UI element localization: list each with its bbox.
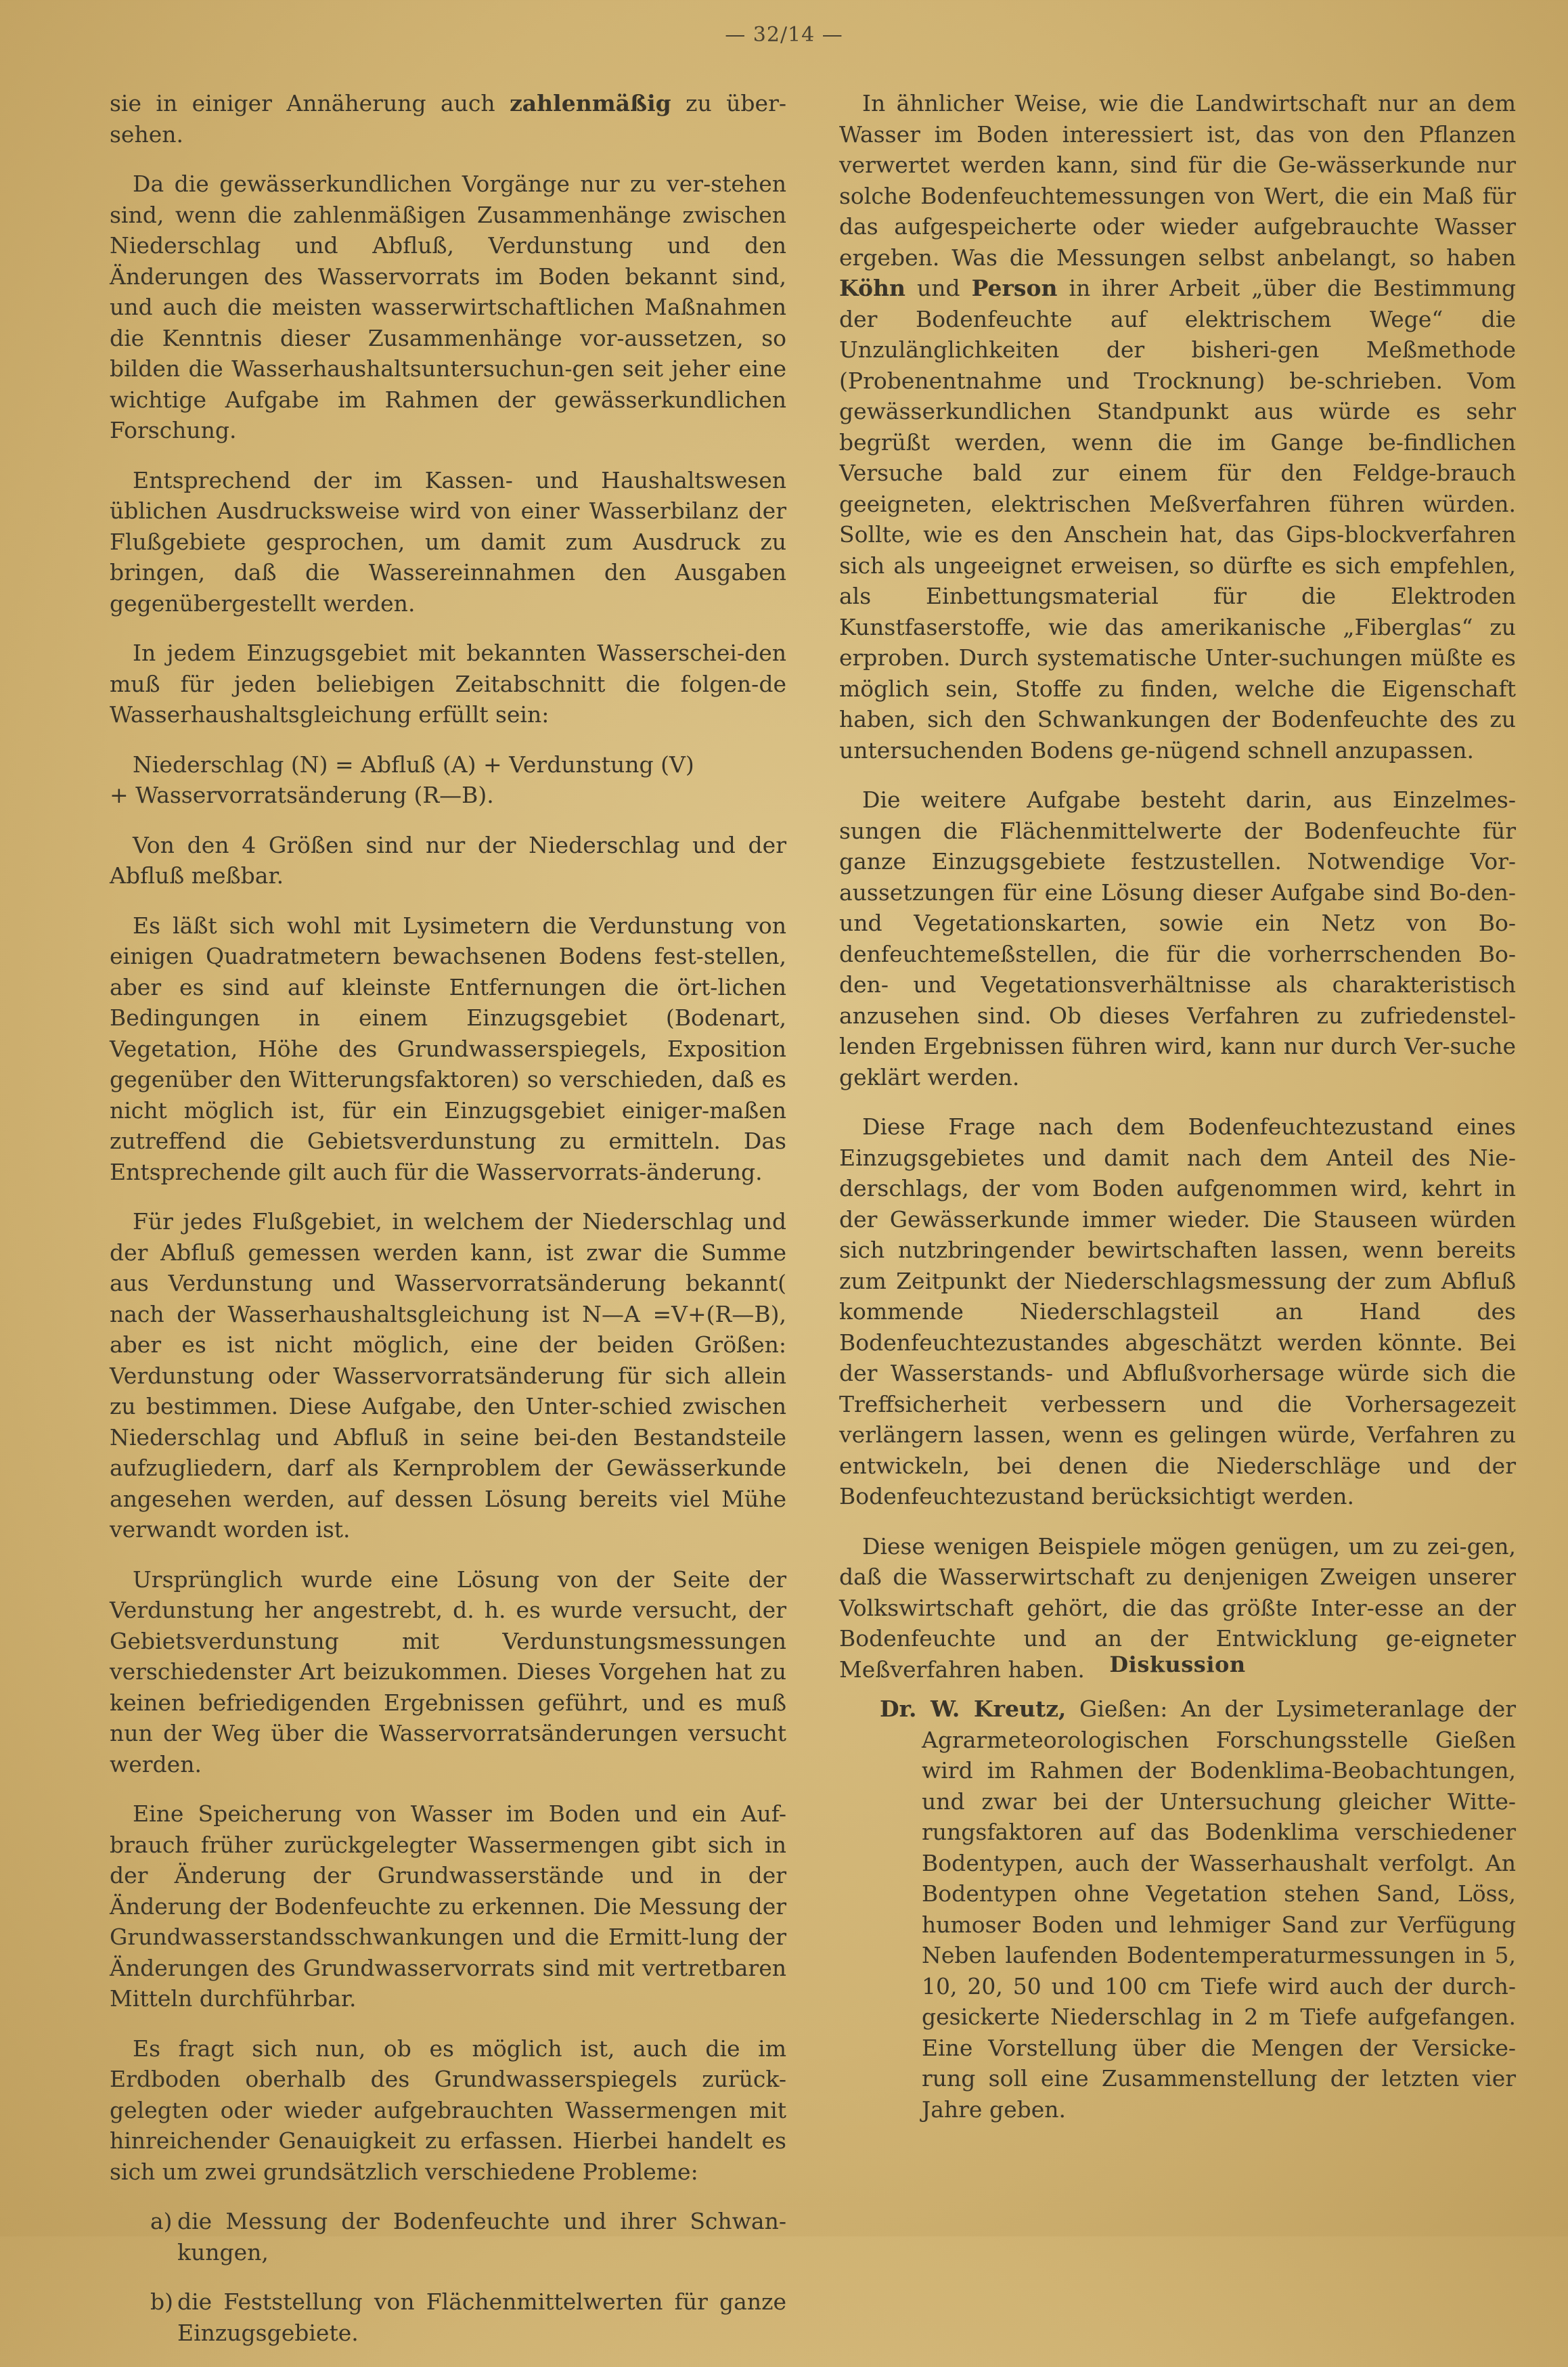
- paragraph: Eine Speicherung von Wasser im Boden und ein Auf-brauch früher zurückgelegter Wassermengen gibt sich in der Änderung der Grundwasserstände und in der Änderung der Bodenfeuchte zu erkennen. Die Messung der Grundwasserstandsschwankungen und die Ermitt-lung der Änderungen des Grundwasservorrats sind mit vertretbaren Mitteln durchführbar.: [110, 1800, 786, 2012]
- problem-list: [110, 2206, 786, 2348]
- paragraph: Diese Frage nach dem Bodenfeuchtezustand eines Einzugsgebietes und damit nach dem Anteil des Nie-derschlags, der vom Boden aufgenommen wird, kehrt in der Gewässerkunde immer wieder. Die Stauseen würden sich nutzbringender bewirtschaften lassen, wenn bereits zum Zeitpunkt der Niederschlagsmessung der zum Abfluß kommende Niederschlagsteil an Hand des Bodenfeuchtezustandes abgeschätzt werden könnte. Bei der Wasserstands- und Abflußvorhersage würde sich die Treffsicherheit verbessern und die Vorhersagezeit verlängern lassen, wenn es gelingen würde, Verfahren zu entwickeln, bei denen die Niederschläge und der Bodenfeuchtezustand berücksichtigt werden.: [839, 1113, 1516, 1509]
- paragraph: Von den 4 Größen sind nur der Niederschlag und der Abfluß meßbar.: [110, 831, 786, 889]
- paragraph: Es fragt sich nun, ob es möglich ist, auch die im Erdboden oberhalb des Grundwasserspiegels zurück-gelegten oder wieder aufgebrauchten Wassermengen mit hinreichender Genauigkeit zu erfassen. Hierbei handelt es sich um zwei grundsätzlich verschiedene Probleme:: [110, 2035, 786, 2185]
- left-column: [110, 88, 786, 2367]
- page-number: — 32/14 —: [725, 23, 843, 47]
- paragraph: Für jedes Flußgebiet, in welchem der Niederschlag und der Abfluß gemessen werden kann, ist zwar die Summe aus Verdunstung und Wasservorratsänderung bekannt( nach der Wasserhaushaltsgleichung ist N—A =V+(R—B), aber es ist nicht möglich, eine der beiden Größen: Verdunstung oder Wasservorratsänderung für sich allein zu bestimmen. Diese Aufgabe, den Unter-schied zwischen Niederschlag und Abfluß in seine bei-den Bestandsteile aufzugliedern, darf als Kernproblem der Gewässerkunde angesehen werden, auf dessen Lösung bereits viel Mühe verwandt worden ist.: [110, 1208, 786, 1543]
- author-name: Köhn: [839, 275, 905, 301]
- paragraph: sie in einiger Annäherung auch zahlenmäßig zu über-sehen.: [110, 90, 786, 148]
- emphasis: zahlenmäßig: [510, 90, 671, 116]
- paragraph: Diese wenigen Beispiele mögen genügen, um zu zei-gen, daß die Wasserwirtschaft zu denjenigen Zweigen unserer Volkswirtschaft gehört, die das größte Inter-esse an der Bodenfeuchte und an der Entwicklung ge-eigneter Meßverfahren haben.: [839, 1532, 1516, 1683]
- list-marker: b): [150, 2288, 173, 2315]
- paragraph: Entsprechend der im Kassen- und Haushaltswesen üblichen Ausdrucksweise wird von einer Wasserbilanz der Flußgebiete gesprochen, um damit zum Ausdruck zu bringen, daß die Wassereinnahmen den Ausgaben gegenübergestellt werden.: [110, 466, 786, 617]
- list-item: b) die Feststellung von Flächenmittelwerten für ganze Einzugsgebiete.: [110, 2286, 786, 2348]
- equation-line: + Wasservorratsänderung (R—B).: [110, 782, 494, 808]
- discussion-contribution: [880, 1694, 1516, 2125]
- author-name: Person: [971, 275, 1058, 301]
- paragraph: In jedem Einzugsgebiet mit bekannten Wasserschei-den muß für jeden beliebigen Zeitabschnitt die folgen-de Wasserhaushaltsgleichung erfüllt sein:: [110, 640, 786, 728]
- discussion-heading: Diskussion: [1109, 1652, 1246, 1677]
- paragraph: Da die gewässerkundlichen Vorgänge nur zu ver-stehen sind, wenn die zahlenmäßigen Zusammenhänge zwischen Niederschlag und Abfluß, Verdunstung und den Änderungen des Wasservorrats im Boden bekannt sind, und auch die meisten wasserwirtschaftlichen Maßnahmen die Kenntnis dieser Zusammenhänge vor-aussetzen, so bilden die Wasserhaushaltsuntersuchun-gen seit jeher eine wichtige Aufgabe im Rahmen der gewässerkundlichen Forschung.: [110, 171, 786, 443]
- paragraph: Dr. W. Kreutz, Gießen: An der Lysimeteranlage der Agrarmeteorologischen Forschungsstelle Gießen wird im Rahmen der Bodenklima-Beobachtungen, und zwar bei der Untersuchung gleicher Witte-rungsfaktoren auf das Bodenklima verschiedener Bodentypen, auch der Wasserhaushalt verfolgt. An Bodentypen ohne Vegetation stehen Sand, Löss, humoser Boden und lehmiger Sand zur Verfügung Neben laufenden Bodentemperaturmessungen in 5, 10, 20, 50 und 100 cm Tiefe wird auch der durch-gesickerte Niederschlag in 2 m Tiefe aufgefangen. Eine Vorstellung über die Mengen der Versicke-rung soll eine Zusammenstellung der letzten vier Jahre geben.: [880, 1696, 1516, 2123]
- water-balance-equation: [110, 749, 786, 811]
- paragraph: Ursprünglich wurde eine Lösung von der Seite der Verdunstung her angestrebt, d. h. es wurde versucht, der Gebietsverdunstung mit Verdunstungsmessungen verschiedenster Art beizukommen. Dieses Vorgehen hat zu keinen befriedigenden Ergebnissen geführt, und es muß nun der Weg über die Wasservorratsänderungen versucht werden.: [110, 1566, 786, 1777]
- paragraph: Es läßt sich wohl mit Lysimetern die Verdunstung von einigen Quadratmetern bewachsenen Bodens fest-stellen, aber es sind auf kleinste Entfernungen die ört-lichen Bedingungen in einem Einzugsgebiet (Bodenart, Vegetation, Höhe des Grundwasserspiegels, Exposition gegenüber den Witterungsfaktoren) so verschieden, daß es nicht möglich ist, für ein Einzugsgebiet einiger-maßen zutreffend die Gebietsverdunstung zu ermitteln. Das Entsprechende gilt auch für die Wasservorrats-änderung.: [110, 912, 786, 1185]
- paragraph: Die weitere Aufgabe besteht darin, aus Einzelmes-sungen die Flächenmittelwerte der Bodenfeuchte für ganze Einzugsgebiete festzustellen. Notwendige Vor-aussetzungen für eine Lösung dieser Aufgabe sind Bo-den- und Vegetationskarten, sowie ein Netz von Bo-denfeuchtemeßstellen, die für die vorherrschenden Bo-den- und Vegetationsverhältnisse als charakteristisch anzusehen sind. Ob dieses Verfahren zu zufriedenstel-lenden Ergebnissen führen wird, kann nur durch Ver-suche geklärt werden.: [839, 787, 1516, 1090]
- paragraph: In ähnlicher Weise, wie die Landwirtschaft nur an dem Wasser im Boden interessiert ist, das von den Pflanzen verwertet werden kann, sind für die Ge-wässerkunde nur solche Bodenfeuchtemessungen von Wert, die ein Maß für das aufgespeicherte oder wieder aufgebrauchte Wasser ergeben. Was die Messungen selbst anbelangt, so haben Köhn und Person in ihrer Arbeit „über die Bestimmung der Bodenfeuchte auf elektrischem Wege“ die Unzulänglichkeiten der bisheri-gen Meßmethode (Probenentnahme und Trocknung) be-schrieben. Vom gewässerkundlichen Standpunkt aus würde es sehr begrüßt werden, wenn die im Gange be-findlichen Versuche bald zur einem für den Feldge-brauch geeigneten, elektrischen Meßverfahren führen würden. Sollte, wie es den Anschein hat, das Gips-blockverfahren sich als ungeeignet erweisen, so dürfte es sich empfehlen, als Einbettungsmaterial für die Elektroden Kunstfaserstoffe, wie das amerikanische „Fiberglas“ zu erproben. Durch systematische Unter-suchungen müßte es möglich sein, Stoffe zu finden, welche die Eigenschaft haben, sich den Schwankungen der Bodenfeuchte des zu untersuchenden Bodens ge-nügend schnell anzupassen.: [839, 90, 1516, 764]
- equation-line: Niederschlag (N) = Abfluß (A) + Verdunstung (V): [133, 751, 694, 778]
- list-item: a) die Messung der Bodenfeuchte und ihrer Schwan-kungen,: [110, 2206, 786, 2268]
- list-marker: a): [150, 2208, 173, 2234]
- speaker-name: Dr. W. Kreutz,: [880, 1696, 1067, 1722]
- right-column: [839, 88, 1516, 1704]
